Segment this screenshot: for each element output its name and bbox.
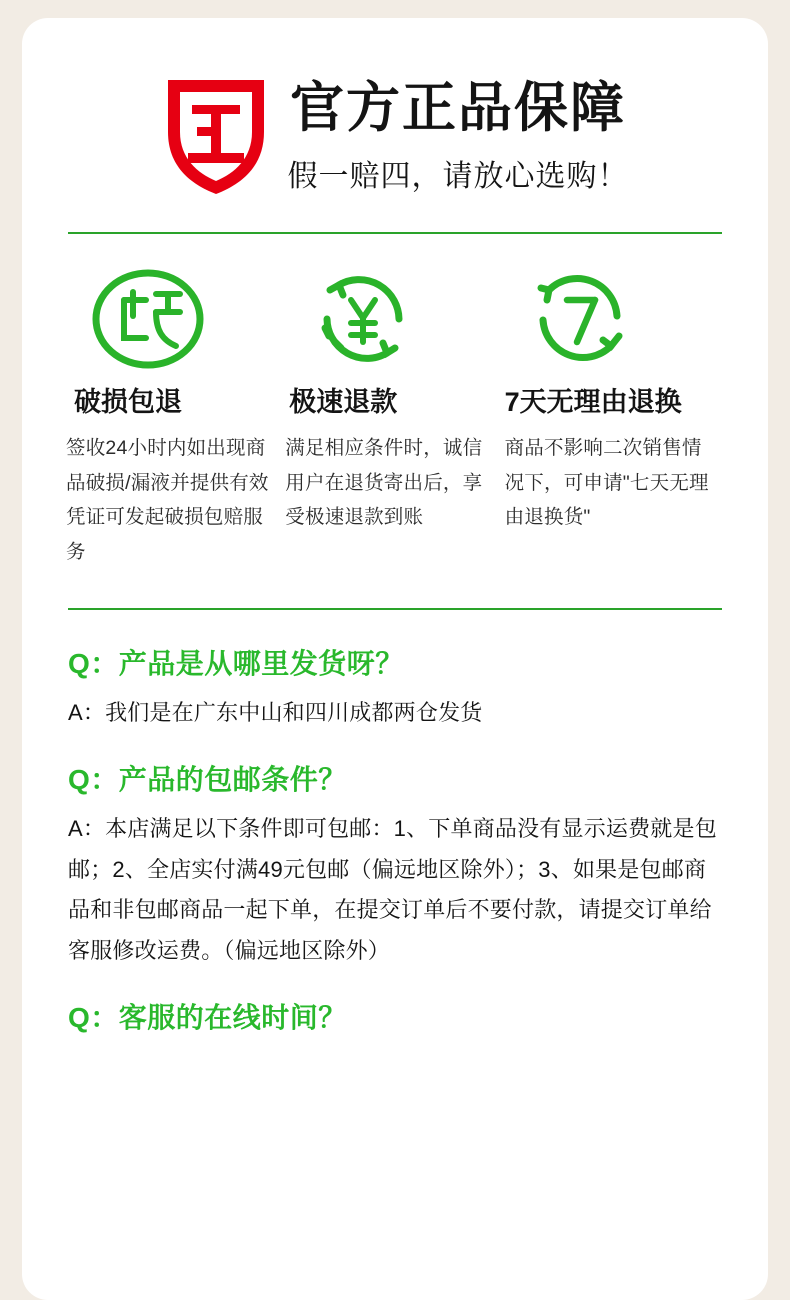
info-card [22, 18, 768, 1300]
guarantee-features [62, 264, 728, 570]
refund-yuan-icon [285, 264, 490, 374]
faq-item [68, 644, 722, 734]
page-subtitle: 假一赔四，请放心选购！ [287, 160, 629, 194]
faq-section [62, 644, 728, 1037]
page-title: 官方正品保障 [290, 77, 626, 138]
feature-fast-refund [285, 264, 504, 570]
faq-question: Q：产品是从哪里发货呀？ [68, 647, 404, 679]
faq-question: Q：客服的在线时间？ [68, 1001, 347, 1033]
divider-bottom [68, 608, 722, 610]
seven-day-return-icon [505, 264, 710, 374]
faq-item [68, 998, 722, 1037]
header [62, 52, 728, 198]
feature-desc: 满足相应条件时，诚信用户在退货寄出后，享受极速退款到账 [285, 437, 483, 529]
faq-item [68, 760, 722, 972]
feature-desc: 签收24小时内如出现商品破损/漏液并提供有效凭证可发起破损包赔服务 [66, 437, 269, 564]
feature-seven-day-return [505, 264, 724, 570]
feature-title: 极速退款 [289, 387, 398, 417]
header-text [288, 77, 629, 195]
feature-title: 破损包退 [74, 387, 182, 417]
feature-desc: 商品不影响二次销售情况下，可申请"七天无理由退换货" [504, 437, 709, 529]
faq-answer: A：本店满足以下条件即可包邮：1、下单商品没有显示运费就是包邮；2、全店实付满49元包邮（偏远地区除外）；3、如果是包邮商品和非包邮商品一起下单，在提交订单后不要付款，请提交订单给客服修改运费。（偏远地区除外） [68, 815, 717, 963]
feature-broken-return [66, 264, 285, 570]
authenticity-shield-icon [162, 70, 270, 198]
faq-answer: A：我们是在广东中山和四川成都两仓发货 [68, 700, 483, 725]
feature-title: 7天无理由退换 [504, 387, 682, 417]
faq-question: Q：产品的包邮条件？ [68, 763, 347, 795]
return-circle-icon [66, 264, 271, 374]
divider-top [68, 232, 722, 234]
